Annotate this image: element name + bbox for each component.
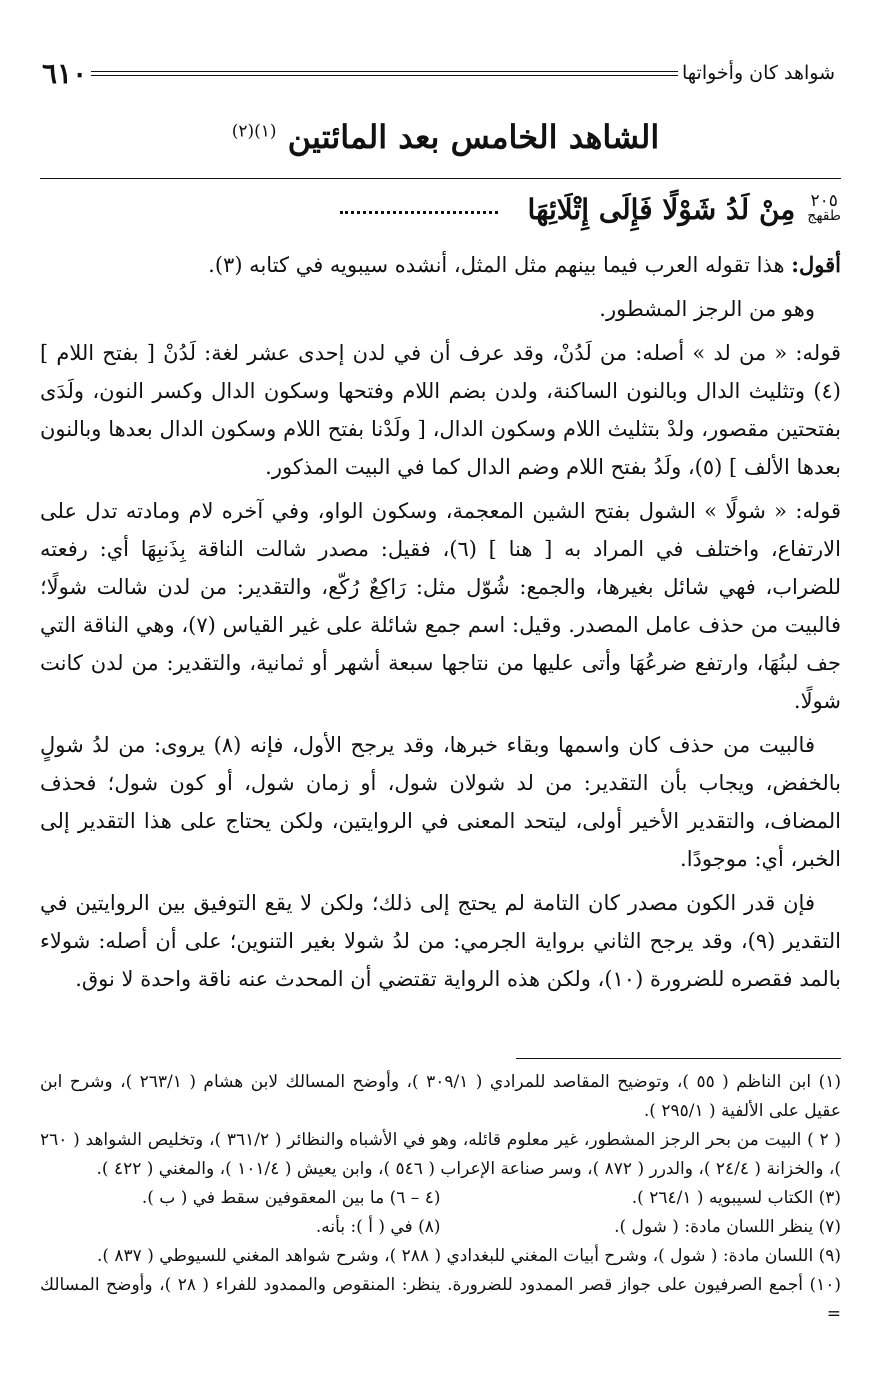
verse-number: ٢٠٥ <box>810 191 838 211</box>
paragraph: قوله: « من لد » أصله: من لَدُنْ، وقد عرف أن في لدن إحدى عشر لغة: لَدُنْ [ بفتح اللام ] (٤) وتثليث الدال وبالنون الساكنة، ولدن بضم اللام وفتحها وسكون الدال وكسر النون، ولَدَى بفتحتين مقصور، ولدْ بتثليث اللام وسكون الدال، [ ولَدْنا بفتح اللام وسكون الدال بعدها وبالنون بعدها الألف ] (٥)، ولَدُ بفتح اللام وضم الدال كما في البيت المذكور. <box>40 341 841 479</box>
paragraph-text: هذا تقوله العرب فيما بينهم مثل المثل، أنشده سيبويه في كتابه (٣). <box>208 253 785 277</box>
verse-meter-label: طقهج <box>807 208 841 224</box>
paragraph <box>40 246 841 284</box>
page-number: ٦١٠ <box>42 56 88 90</box>
running-title: شواهد كان وأخواتها <box>681 62 835 84</box>
verse-top-rule <box>40 178 841 179</box>
footnote-rule <box>516 1058 841 1059</box>
paragraph-lead: أقول: <box>791 252 841 277</box>
paragraph: فإن قدر الكون مصدر كان التامة لم يحتج إلى ذلك؛ ولكن لا يقع التوفيق بين الروايتين في التقدير (٩)، وقد يرجح الثاني برواية الجرمي: من لدُ شولا بغير التنوين؛ على أن أصله: شولاء بالمد فقصره للضرورة (١٠)، ولكن هذه الرواية تقتضي أن المحدث عنه ناقة واحدة لا نوق. <box>40 891 841 991</box>
section-title-footnote-ref: (١)(٢) <box>231 121 277 142</box>
footnote: (١) ابن الناظم ( ٥٥ )، وتوضيح المقاصد للمرادي ( ٣٠٩/١ )، وأوضح المسالك لابن هشام ( ٢٦٣/١ )، وشرح ابن عقيل على الألفية ( ٢٩٥/١ ). <box>40 1072 841 1121</box>
footnote: (١٠) أجمع الصرفيون على جواز قصر الممدود للضرورة. ينظر: المنقوص والممدود للفراء ( ٢٨ )، وأوضح المسالك = <box>40 1275 841 1324</box>
paragraph: فالبيت من حذف كان واسمها وبقاء خبرها، وقد يرجح الأول، فإنه (٨) يروى: من لدُ شولٍ بالخفض، ويجاب بأن التقدير: من لد شولان شول، أو زمان شول، أو كون شول؛ فحذف المضاف، والتقدير الأخير أولى، ليتحد المعنى في الروايتين، ولكن يحتاج على هذا التقدير إلى الخبر، أي: موجودًا. <box>40 733 841 871</box>
footnotes <box>40 1068 841 1329</box>
verse-dotted-line <box>340 211 498 214</box>
paragraph: وهو من الرجز المشطور. <box>599 297 815 321</box>
section-title-text: الشاهد الخامس بعد المائتين <box>287 118 660 156</box>
verse-line <box>40 184 841 234</box>
paragraph: قوله: « شولًا » الشول بفتح الشين المعجمة، وسكون الواو، وفي آخره لام ومادته تدل على الارتفاع، واختلف في المراد به [ هنا ] (٦)، فقيل: مصدر شالت الناقة بِذَنبِهَا أي: رفعته للضراب، فهي شائل بغيرها، والجمع: شُوّل مثل: رَاكِعٌ رُكّع، والتقدير: من لدن شالت شولًا؛ فالبيت من حذف عامل المصدر. وقيل: اسم جمع شائلة على غير القياس (٧)، وهي الناقة التي جف لبنُهَا، وارتفع ضرعُهَا وأتى عليها من نتاجها سبعة أشهر أو ثمانية، والتقدير: من لدن كانت شولًا. <box>40 499 841 713</box>
footnote-row <box>40 1213 841 1242</box>
footnote: (٧) ينظر اللسان مادة: ( شول ). <box>614 1217 841 1237</box>
footnote: (٨) في ( أ ): بأنه. <box>315 1217 441 1237</box>
verse-text: مِنْ لَدُ شَوْلًا فَإِلَى إِتْلَائِهَا <box>527 192 796 226</box>
footnote: (٩) اللسان مادة: ( شول )، وشرح أبيات المغني للبغدادي ( ٢٨٨ )، وشرح شواهد المغني للسيوطي ( ٨٣٧ ). <box>96 1246 841 1266</box>
running-header <box>36 58 841 88</box>
footnote-row <box>40 1184 841 1213</box>
footnote: (٤ – ٦) ما بين المعقوفين سقط في ( ب ). <box>141 1188 441 1208</box>
section-title <box>0 118 891 156</box>
footnote: ( ٢ ) البيت من بحر الرجز المشطور، غير معلوم قائله، وهو في الأشباه والنظائر ( ٣٦١/٢ )، وتخليص الشواهد ( ٢٦٠ )، والخزانة ( ٢٤/٤ )، والدرر ( ٨٧٢ )، وسر صناعة الإعراب ( ٥٤٦ )، وابن يعيش ( ١٠١/٤ )، والمغني ( ٤٢٢ ). <box>40 1130 841 1179</box>
commentary-body <box>40 246 841 1004</box>
header-rule <box>91 71 678 76</box>
footnote: (٣) الكتاب لسيبويه ( ٢٦٤/١ ). <box>631 1188 841 1208</box>
verse-number-block <box>807 191 841 224</box>
